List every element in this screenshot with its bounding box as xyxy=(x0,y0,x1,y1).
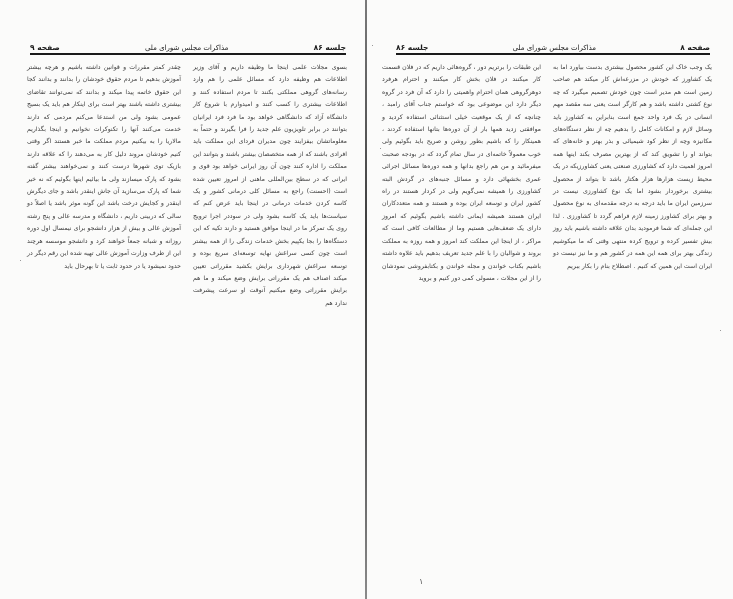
text-columns xyxy=(27,62,347,310)
column-text: چقدر کمتر مقررات و قوانین داشته باشیم و هرچه بیشتر آموزش بدهیم تا مردم حقوق خودشان را بدانند و بدانند کجا این حقوق خاتمه پیدا میکند و بدانند که نمی‌توانند تقاضای بیشتری داشته باشند بهتر است برای اینکار هم باید یک بسیج عمومی بشود ولی من استدعا می‌کنم مردمی که دارند خدمت می‌کنند آنها را تکنوکرات نخوانیم و اینجا بگذاریم مالاریا را به بیکنیم مردم مملکت ما خبر هستند اگر وقتی کنیم خودشان مروند دلیل کار به می‌دهند را که علاقه دارند بازیک توی شهرها درست کنند و نمی‌خواهند بیشتر گفته بشود که پارک میسازند ولی ما بیائیم اینها بگوئیم که نه خیر شما که پارک می‌سازید آن جاش اینقدر باشد و جای دیگرش اینقدر و کجایش درخت باشد این گونه موثر باشد یا اصلاً دو سالی که دربینی داریم ، دانشگاه و مدرسه عالی و پنج رشته آموزش عالی و بیش از هزار دانشجو برای نیمسال اول دوره روزانه و شبانه جمعاً خواهند کرد و دانشجو موسسه هرچند این از طرف وزارت آموزش عالی تهیه شده این رقم دیگر در حدود نمیشود یا در حدود ثابت یا تا بهرحال باید xyxy=(27,64,181,270)
scan-speck xyxy=(20,260,21,261)
page-number: صفحه ۸ xyxy=(680,43,710,52)
column-text: بسوی مجلات علمی اینجا ما وظیفه داریم و آقای وزیر اطلاعات هم وظیفه دارد که مسائل علمی را هم وارد رسانه‌های گروهی مملکتی بکنند تا مردم استفاده کنند و اطلاعات بیشتری را کسب کنند و امیدوارم با شروع کار دانشگاه آزاد که دانشگاهی خواهد بود ما فرد فرد ایرانیان بتوانند در برابر تلویزیون علم جدید را فرا بگیرند و حتماً به معلوماتشان بیفزایند چون مدیران فردای این مملکت باید افرادی باشند که از همه متخصصان بیشتر باشند و بتوانند این مملکت را اداره کنند چون آن روز ایرانی خواهد بود قوی و ایرانی که در سطح بین‌المللی ماهنی از امروز تعیین شده است (احسنت) راجع به مسائل کلی درمانی کشور و یک کاسه کردن خدمات درمانی در اینجا باید عرض کنم که سیاست‌ها باید یک کاسه بشود ولی در سوددر اجرا ترویج روی یک تمرکز ما در اینجا موافق هستید و دارند تکیه که این دستگاه‌ها را بجا یکپیم بخش خدمات زندگی را از همه بیشتر است چون کسی سراغش نهایه توسعه‌ای سریع بوده و توسعه سراغش شهرداری برایش بکشید مقرراتی تعیین میکند اصناف هم یک مقرراتی برایش وضع میکند و ما هم برایش مقرراتی وضع میکنیم آنوقت او سرعت پیشرفت ندارد هم xyxy=(193,64,347,307)
scan-speck xyxy=(380,148,381,149)
column-text: یک وجب خاک این کشور محصول بیشتری بدست بیاورد اما به یک کشاورز که خودش در مزرعه‌اش کار میکند هم صاحب زمین است هم مدیر است چون خودش تصمیم میگیرد که چه نوع کشتی داشته باشد و هم کارگر است یعنی سه مقصد مهم انسانی در یک فرد واحد جمع است بنابراین به کشاورز باید وسائل لازم و امکانات کامل را بدهیم چه از نظر دستگاه‌های مکانیزه وچه از نظر کود شیمیائی و بذر بهتر و خانه‌های که بتواند او را تشویق کند که از بهترین مصرف بکند اینها همه امروز اهمیت دارد که کشاورزی صنعتی یعنی کشاورزیکه در یک محیط زیست هزارها هزار هکتار باشد تا بتواند از محصول بیشتری برخوردار بشود اما یک نوع کشاورزی نیست در سرزمین ایران ما باید درجه به درجه مقدمه‌ای به نوع محصول و بهتر برای کشاورز زمینه لازم فراهم گردد تا کشاورزی . لذا این جمله‌ای که شما فرمودید بدان علاقه داشته باشیم باید روز بیش تفسیر کرده و ترویج کرده منتهی وقتی که ما میکوشیم زندگی بهتر برای همه این همه در کشور هم و ما نیز نیست دو ایران است این همین که کنیم . اصطلاح بنام را بکار ببریم xyxy=(553,64,712,270)
running-title: مذاکرات مجلس شورای ملی xyxy=(144,44,229,52)
header-rule xyxy=(396,53,710,55)
text-columns xyxy=(382,62,712,285)
left-page xyxy=(0,0,365,599)
right-page xyxy=(366,0,733,599)
text-column-left xyxy=(27,62,181,310)
footer-mark: ۱ xyxy=(419,577,424,586)
session-label: جلسه ۸۶ xyxy=(313,43,346,52)
column-text: این طبقات را برتریم دور ، گروه‌هائی داریم که در فلان قسمت کار میکنند در فلان بخش کار میکنند و احترام هرفرد دوهرگروهی همان احترام واهمیتی را دارد که آن فرد در گروه دیگر دارد این موضوعی بود که خواستم جناب آقای رامبد ، چنانچه که از یک موقعیت خیلی استثنائی استفاده کردید و موافقتی زدید همها بار از آن دوره‌ها بتانها استفاده کردند ، همینکار را که باشیم بطور روشن و صریح باید بگوئیم ولی خوب معمولاً خاتمه‌ای در سال تمام گردد که در بودجه صحبت میفرمائید و من هم راجع بدانها و همه دوره‌ها مسائل اجرائی عمری بخشهائی دارد و مسائل جنبه‌های در گردش البته کشاورزی را همیشه نمی‌گویم ولی در کردار هستند در راه کشور ایران و توسعه ایران بوده و هستند و همه متعددکاران ایران هستند همیشه ایمانی داشته باشیم بگوئیم که امروز دارای یک ضعف‌هایی هستیم وما از مطالعات کافی است که مراکز ، از اینجا این مملکت کند امروز و همه روزه به مملکت بروند و شوالیان را با علم جدید تعریف بدهیم باید علاوه داشته باشیم بکتاب خواندن و مجله خواندن و بکتابفروشی نمودشان را از این مجلات ، مسولی کمی دور کنیم و بروید xyxy=(382,64,541,282)
header-rule xyxy=(30,53,346,55)
page-header xyxy=(30,38,346,52)
text-column-left xyxy=(382,62,541,285)
session-label: جلسه ۸۶ xyxy=(396,43,429,52)
text-column-right xyxy=(193,62,347,310)
running-title: مذاکرات مجلس شورای ملی xyxy=(512,44,597,52)
scan-speck xyxy=(720,330,721,331)
text-column-right xyxy=(553,62,712,285)
page-number: صفحه ۹ xyxy=(30,43,60,52)
scan-speck xyxy=(372,45,373,46)
page-header xyxy=(396,38,710,52)
